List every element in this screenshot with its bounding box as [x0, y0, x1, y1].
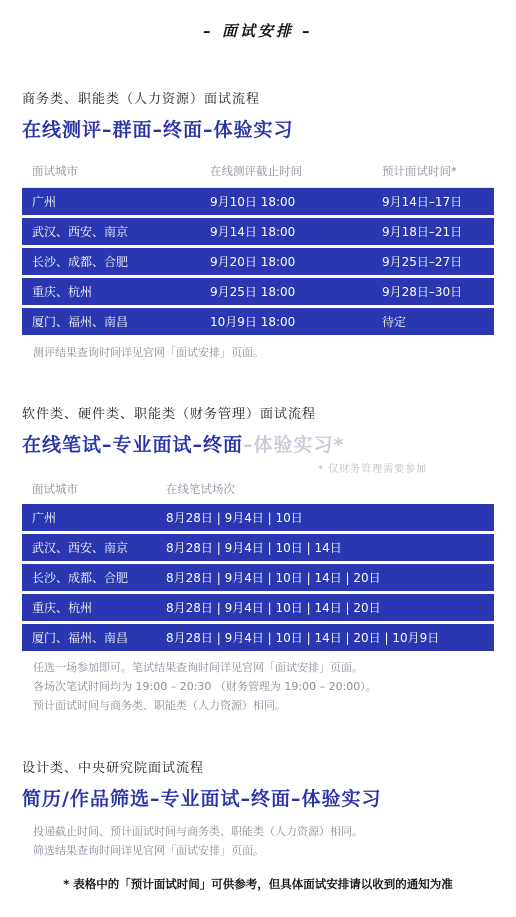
table-row	[22, 188, 494, 215]
cell-sessions: 8月28日 | 9月4日 | 10日 | 14日 | 20日 | 10月9日	[166, 631, 440, 645]
table-row	[22, 594, 494, 621]
cell-deadline: 10月9日 18:00	[210, 315, 296, 329]
header-interview-time: 预计面试时间*	[382, 164, 457, 178]
cell-city: 厦门、福州、南昌	[32, 315, 129, 329]
table-row	[22, 534, 494, 561]
table-header	[22, 481, 494, 506]
cell-sessions: 8月28日 | 9月4日 | 10日 | 14日 | 20日	[166, 601, 381, 615]
table-row	[22, 308, 494, 335]
cell-city: 武汉、西安、南京	[32, 225, 129, 239]
table-row	[22, 624, 494, 651]
cell-sessions: 8月28日 | 9月4日 | 10日 | 14日	[166, 541, 342, 555]
section-business	[22, 88, 494, 142]
note-line: 投递截止时间、预计面试时间与商务类、职能类（人力资源）相同。	[33, 825, 363, 838]
table-row	[22, 504, 494, 531]
section-design	[22, 757, 494, 811]
cell-city: 长沙、成都、合肥	[32, 571, 129, 585]
cell-interview: 9月18日–21日	[382, 225, 463, 239]
section-heading	[22, 430, 494, 457]
heading-main: 在线笔试–专业面试–终面	[22, 434, 244, 456]
note-line: 筛选结果查询时间详见官网「面试安排」页面。	[33, 844, 264, 857]
table-row	[22, 248, 494, 275]
note-line: 任选一场参加即可。笔试结果查询时间详见官网「面试安排」页面。	[33, 661, 363, 674]
section-subtitle: 设计类、中央研究院面试流程	[22, 761, 205, 776]
cell-interview: 9月28日–30日	[382, 285, 463, 299]
cell-interview: 待定	[382, 315, 407, 329]
cell-city: 武汉、西安、南京	[32, 541, 129, 555]
cell-sessions: 8月28日 | 9月4日 | 10日 | 14日 | 20日	[166, 571, 381, 585]
note-line: 各场次笔试时间均为 19:00 – 20:30 （财务管理为 19:00 – 20:00）。	[33, 680, 377, 693]
section-note: 测评结果查询时间详见官网「面试安排」页面。	[33, 346, 264, 359]
section-notes	[33, 658, 496, 715]
cell-city: 重庆、杭州	[32, 601, 93, 615]
table-row	[22, 278, 494, 305]
header-deadline: 在线测评截止时间	[210, 164, 302, 178]
heading-faded: –体验实习*	[243, 434, 345, 456]
cell-interview: 9月14日–17日	[382, 195, 463, 209]
section-software	[22, 403, 494, 457]
page-title: – 面试安排 –	[203, 22, 313, 40]
faded-footnote: * 仅财务管理需要参加	[318, 464, 428, 475]
note-line: 预计面试时间与商务类、职能类（人力资源）相同。	[33, 699, 286, 712]
header-city: 面试城市	[32, 164, 78, 178]
header-city: 面试城市	[32, 482, 78, 496]
section-notes	[33, 822, 496, 860]
section-subtitle: 软件类、硬件类、职能类（财务管理）面试流程	[22, 407, 317, 422]
cell-interview: 9月25日–27日	[382, 255, 463, 269]
cell-sessions: 8月28日 | 9月4日 | 10日	[166, 511, 303, 525]
cell-city: 广州	[32, 195, 57, 209]
cell-deadline: 9月14日 18:00	[210, 225, 296, 239]
section-subtitle: 商务类、职能类（人力资源）面试流程	[22, 92, 261, 107]
cell-city: 广州	[32, 511, 57, 525]
table-header	[22, 163, 494, 188]
cell-city: 厦门、福州、南昌	[32, 631, 129, 645]
section-heading: 在线测评–群面–终面–体验实习	[22, 119, 294, 141]
table-row	[22, 564, 494, 591]
footer-disclaimer: * 表格中的「预计面试时间」可供参考，但具体面试安排请以收到的通知为准	[63, 877, 453, 891]
cell-city: 长沙、成都、合肥	[32, 255, 129, 269]
cell-deadline: 9月25日 18:00	[210, 285, 296, 299]
table-row	[22, 218, 494, 245]
cell-deadline: 9月20日 18:00	[210, 255, 296, 269]
cell-city: 重庆、杭州	[32, 285, 93, 299]
cell-deadline: 9月10日 18:00	[210, 195, 296, 209]
header-sessions: 在线笔试场次	[166, 482, 235, 496]
section-heading: 简历/作品筛选–专业面试–终面–体验实习	[22, 788, 382, 810]
